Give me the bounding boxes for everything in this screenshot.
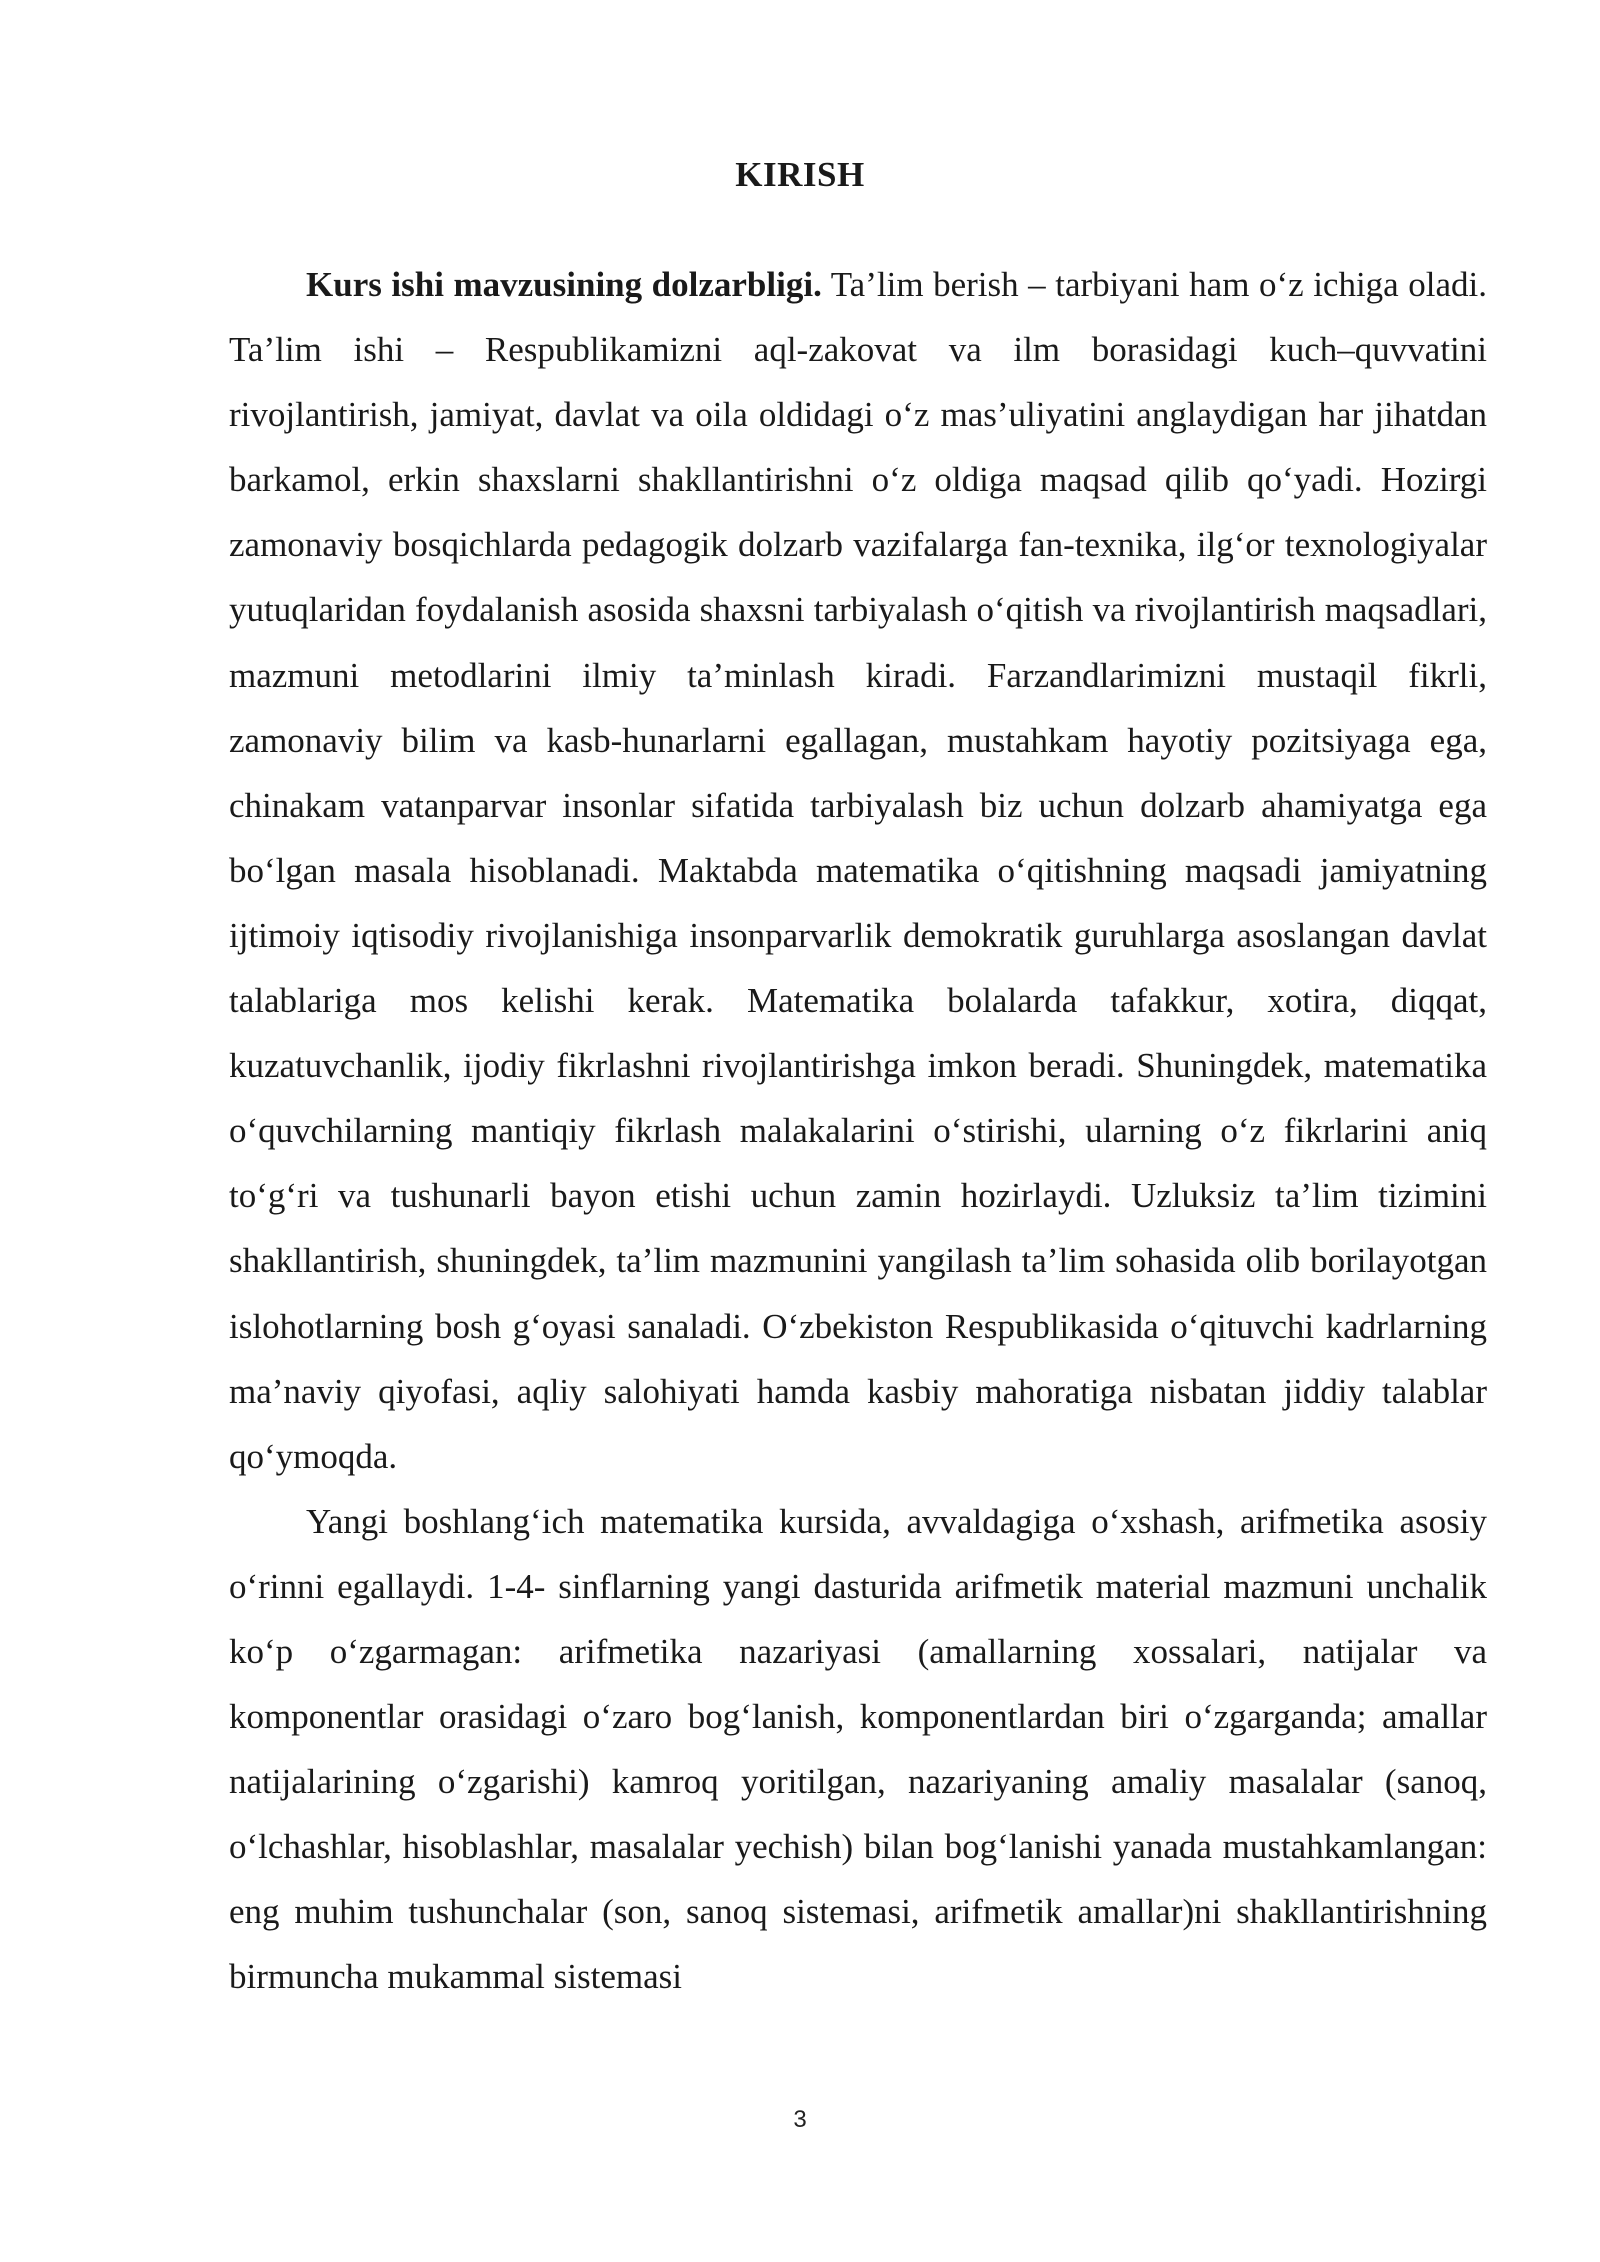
paragraph-lead: Kurs ishi mavzusining dolzarbligi. [306, 265, 822, 304]
page-number: 3 [793, 2106, 807, 2133]
paragraph-1 [229, 252, 1487, 1489]
section-heading: KIRISH [735, 155, 865, 194]
paragraph-text: Ta’lim berish – tarbiyani ham o‘z ichiga oladi. Ta’lim ishi – Respublikamizni aql-zakovat va ilm borasidagi kuch–quvvatini rivojlantirish, jamiyat, davlat va oila oldidagi o‘z mas’uliyatini anglaydigan har jihatdan barkamol, erkin shaxslarni shakllantirishni o‘z oldiga maqsad qilib qo‘yadi. Hozirgi zamonaviy bosqichlarda pedagogik dolzarb vazifalarga fan-texnika, ilg‘or texnologiyalar yutuqlaridan foydalanish asosida shaxsni tarbiyalash o‘qitish va rivojlantirish maqsadlari, mazmuni metodlarini ilmiy ta’minlash kiradi. Farzandlarimizni mustaqil fikrli, zamonaviy bilim va kasb-hunarlarni egallagan, mustahkam hayotiy pozitsiyaga ega, chinakam vatanparvar insonlar sifatida tarbiyalash biz uchun dolzarb ahamiyatga ega bo‘lgan masala hisoblanadi. Maktabda matematika o‘qitishning maqsadi jamiyatning ijtimoiy iqtisodiy rivojlanishiga insonparvarlik demokratik guruhlarga asoslangan davlat talablariga mos kelishi kerak. Matematika bolalarda tafakkur, xotira, diqqat, kuzatuvchanlik, ijodiy fikrlashni rivojlantirishga imkon beradi. Shuningdek, matematika o‘quvchilarning mantiqiy fikrlash malakalarini o‘stirishi, ularning o‘z fikrlarini aniq to‘g‘ri va tushunarli bayon etishi uchun zamin hozirlaydi. Uzluksiz ta’lim tizimini shakllantirish, shuningdek, ta’lim mazmunini yangilash ta’lim sohasida olib borilayotgan islohotlarning bosh g‘oyasi sanaladi. O‘zbekiston Respublikasida o‘qituvchi kadrlarning ma’naviy qiyofasi, aqliy salohiyati hamda kasbiy mahoratiga nisbatan jiddiy talablar qo‘ymoqda. [229, 265, 1487, 1476]
paragraph-2 [229, 1489, 1487, 2010]
paragraph-text: Yangi boshlang‘ich matematika kursida, avvaldagiga o‘xshash, arifmetika asosiy o‘rinni egallaydi. 1-4- sinflarning yangi dasturida arifmetik material mazmuni unchalik ko‘p o‘zgarmagan: arifmetika nazariyasi (amallarning xossalari, natijalar va komponentlar orasidagi o‘zaro bog‘lanish, komponentlardan biri o‘zgarganda; amallar natijalarining o‘zgarishi) kamroq yoritilgan, nazariyaning amaliy masalalar (sanoq, o‘lchashlar, hisoblashlar, masalalar yechish) bilan bog‘lanishi yanada mustahkamlangan: eng muhim tushunchalar (son, sanoq sistemasi, arifmetik amallar)ni shakllantirishning birmuncha mukammal sistemasi [229, 1501, 1487, 1997]
body-text [229, 252, 1487, 2010]
